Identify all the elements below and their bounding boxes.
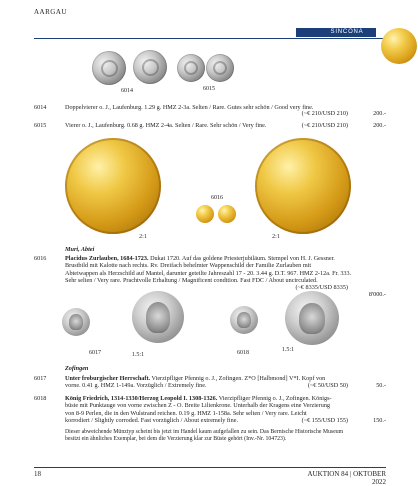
- lot-label-6017: 6017: [89, 350, 101, 356]
- lot-note-6018: [65, 429, 385, 443]
- scale-label-6016-right: 2:1: [272, 234, 280, 240]
- lot-number-6016: 6016: [34, 255, 47, 262]
- coin-image-6017-main: [132, 291, 184, 343]
- section-header: AARGAU: [34, 8, 67, 16]
- footer-rule: [34, 467, 386, 468]
- brand-logo: SINCONA: [330, 29, 364, 35]
- lot-estimate-6018: (~€ 155/USD 155): [301, 417, 348, 424]
- lot-note-line-6018-1: Dieser abweichende Münztyp scheint bis jetzt im Handel kaum aufgefallen zu sein. Das Bernische Historische Museum: [65, 429, 344, 435]
- section-title-zofingen: Zofingen: [65, 365, 89, 372]
- lot-note-line-6018-2: besitzt ein ähnliches Exemplar, bei dem die Verzierung klar zur Büste gehört (Inv.-Nr. 104723).: [65, 436, 287, 442]
- lot-description-6015: Vierer o. J., Laufenburg. 0.68 g. HMZ 2-4a. Selten / Rare. Sehr schön / Very fine.: [65, 122, 267, 129]
- lot-line-6016-1: Dukat 1720. Auf das goldene Priesterjubiläum. Stempel von H. J. Gessner.: [150, 255, 335, 262]
- coin-image-6016-actual-size-reverse: [218, 205, 236, 223]
- lot-label-6014: 6014: [121, 88, 133, 94]
- coin-image-6018-left: [230, 306, 258, 334]
- section-title-muri-abtei: Muri, Abtei: [65, 246, 95, 253]
- header-rule: [34, 38, 386, 39]
- lot-title-6018: König Friedrich, 1314-1330/Herzog Leopold I. 1308-1326.: [65, 395, 218, 402]
- coin-image-6016-actual-size-obverse: [196, 205, 214, 223]
- lot-price-6017: 50.-: [376, 382, 386, 389]
- lot-line-6018-1: Vierzipfliger Pfennig o. J., Zofingen. Königs-: [218, 395, 332, 402]
- lot-label-6018: 6018: [237, 350, 249, 356]
- scale-label-6016-left: 2:1: [139, 234, 147, 240]
- lot-price-6018: 150.-: [373, 417, 386, 424]
- lot-line-6017-1: Vierzipfliger Pfennig o. J., Zofingen. Z*O [Halbmond] V*I. Kopf von: [151, 375, 326, 382]
- lot-estimate-6014: (~€ 210/USD 210): [301, 110, 348, 117]
- coin-image-6015-reverse: [206, 54, 234, 82]
- coin-image-6014-reverse: [133, 50, 167, 84]
- lot-line-6018-2: büste mit Punktauge von vorne zwischen Z - O. Breite Lilienkrone. Unterhalb der Kragens eine Verzierung: [65, 402, 331, 410]
- lot-title-6017: Unter froburgischer Herrschaft.: [65, 375, 151, 382]
- lot-estimate-6017: (~€ 50/USD 50): [307, 382, 348, 389]
- lot-title-6016: Placidus Zurlauben, 1684-1723.: [65, 255, 149, 262]
- coin-image-6016-reverse: [255, 138, 351, 234]
- coin-image-6017-left: [62, 308, 90, 336]
- lot-description-6014: Doppelvierer o. J., Laufenburg. 1.29 g. HMZ 2-3a. Selten / Rare. Gutes sehr schön / Good very fine.: [65, 104, 314, 111]
- lot-estimate-6016: (~€ 8335/USD 8335): [295, 284, 348, 291]
- lot-line-6016-4: Sehr selten / Very rare. Prachtvolle Erhaltung / Magnificent condition. Fast FDC / About uncirculated.: [65, 277, 318, 285]
- lot-number-6017: 6017: [34, 375, 47, 382]
- lot-line-6017-2: vorne. 0.41 g. HMZ 1-149a. Vorzüglich / Extremely fine.: [65, 382, 207, 390]
- lot-number-6015: 6015: [34, 122, 47, 129]
- scale-label-6018: 1.5:1: [281, 347, 295, 353]
- lot-line-6016-3: Abteiwappen als Herzschild auf Mantel, darunter geteilte Jahreszahl 17 - 20. 3.44 g. D.T. 967. HMZ 2-12a. Fr. 333.: [65, 269, 352, 277]
- gold-coin-thumbnail: [381, 28, 417, 64]
- coin-image-6016-obverse: [65, 138, 161, 234]
- lot-description-6016: [65, 255, 355, 285]
- auction-footer: AUKTION 84 | OKTOBER 2022: [307, 470, 386, 486]
- coin-image-6015-obverse: [177, 54, 205, 82]
- lot-label-6015: 6015: [203, 86, 215, 92]
- scale-label-6017: 1.5:1: [131, 352, 145, 358]
- lot-line-6018-3: von 8-9 Perlen, die in den Wulstrand reichen. 0.19 g. HMZ 1-158a. Sehr selten / Very rare. Leicht: [65, 409, 307, 417]
- coin-image-6018-main: [285, 291, 339, 345]
- lot-estimate-6015: (~€ 210/USD 210): [301, 122, 348, 129]
- page-number: 18: [34, 470, 41, 478]
- lot-price-6016: 8'000.-: [368, 291, 386, 298]
- lot-number-6018: 6018: [34, 395, 47, 402]
- lot-price-6014: 200.-: [373, 110, 386, 117]
- lot-line-6016-2: Brustbild mit Kalotte nach rechts. Rv. Dreifach behelmter Wappenschild der Familie Zurlauben mit: [65, 262, 312, 270]
- coin-image-6014-obverse: [92, 51, 126, 85]
- lot-number-6014: 6014: [34, 104, 47, 111]
- lot-line-6018-4: korrodiert / Slightly corroded. Fast vorzüglich / About extremely fine.: [65, 417, 239, 425]
- lot-price-6015: 200.-: [373, 122, 386, 129]
- lot-label-6016: 6016: [211, 195, 223, 201]
